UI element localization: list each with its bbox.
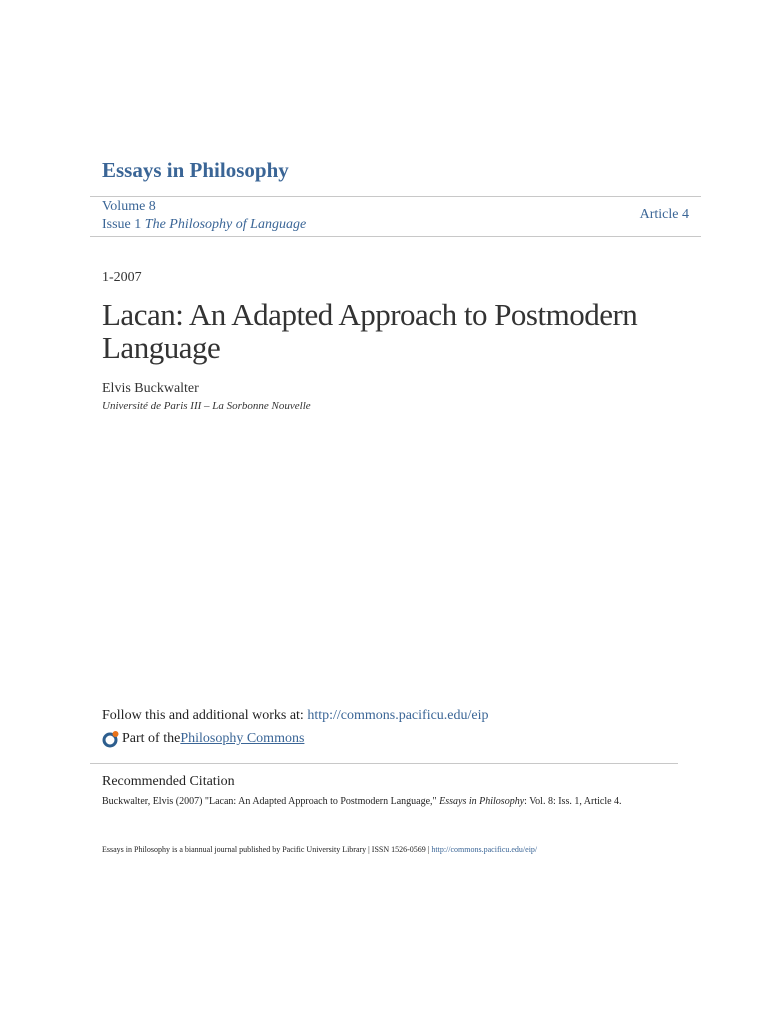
publication-date: 1-2007 (102, 270, 142, 285)
citation-prefix: Buckwalter, Elvis (2007) "Lacan: An Adapted Approach to Postmodern Language," (102, 796, 440, 807)
citation-journal: Essays in Philosophy (439, 796, 525, 807)
footer-url-link[interactable]: http://commons.pacificu.edu/eip/ (431, 845, 538, 854)
article-title: Lacan: An Adapted Approach to Postmodern Language (102, 297, 638, 365)
citation-suffix: : Vol. 8: Iss. 1, Article 4. (524, 796, 622, 807)
part-of-line (102, 730, 304, 748)
header-divider-bottom (90, 236, 701, 237)
issue-number: Issue 1 (102, 217, 142, 232)
issue-link[interactable] (102, 217, 306, 233)
issue-title: The Philosophy of Language (144, 217, 307, 232)
journal-title[interactable]: Essays in Philosophy (102, 158, 289, 182)
volume-link[interactable]: Volume 8 (102, 199, 156, 214)
follow-line (102, 708, 489, 724)
author-name: Elvis Buckwalter (102, 381, 199, 396)
footer-text: Essays in Philosophy is a biannual journal published by Pacific University Library | ISSN 1526-0569 | (102, 845, 432, 854)
header-divider-top (90, 196, 701, 197)
author-affiliation: Université de Paris III – La Sorbonne Nouvelle (102, 400, 311, 412)
part-of-prefix: Part of the (122, 731, 181, 746)
citation-divider (90, 763, 678, 764)
journal-footer (102, 845, 537, 854)
article-number-link[interactable]: Article 4 (639, 207, 689, 222)
follow-prefix: Follow this and additional works at: (102, 708, 308, 723)
citation-heading: Recommended Citation (102, 774, 235, 789)
follow-url-link[interactable]: http://commons.pacificu.edu/eip (307, 708, 489, 723)
philosophy-commons-link[interactable]: Philosophy Commons (180, 731, 305, 746)
citation-text (102, 796, 622, 807)
network-icon (102, 730, 120, 748)
